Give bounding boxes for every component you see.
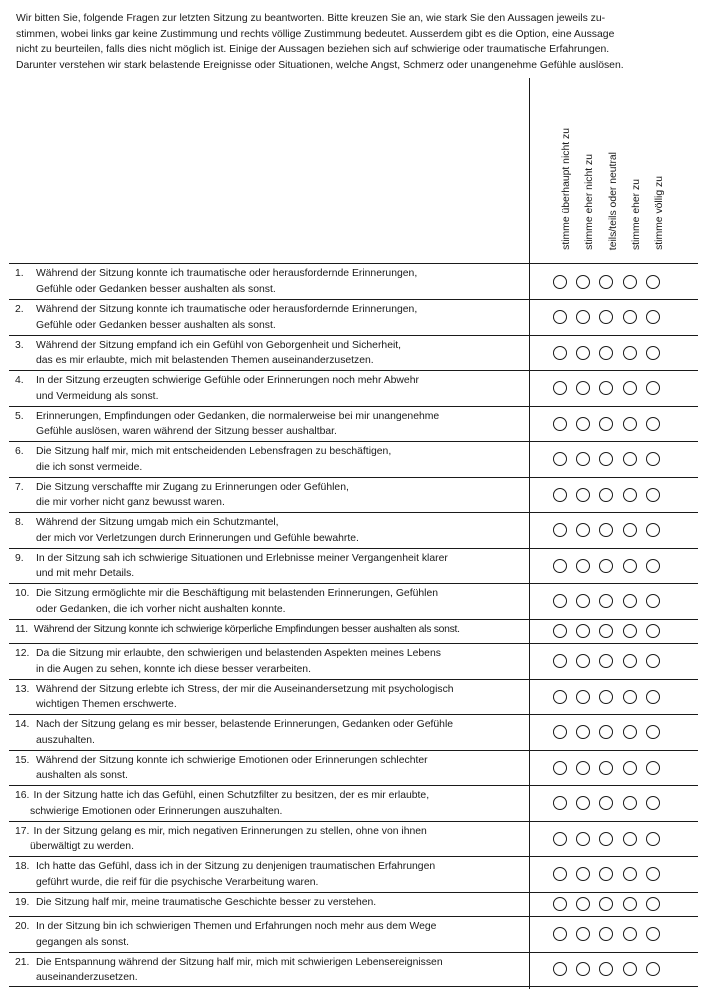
question-row	[9, 548, 698, 584]
scale-label-disagree: stimme eher nicht zu	[584, 154, 595, 250]
question-line-text: geführt wurde, die reif für die psychische Verarbeitung waren.	[36, 876, 319, 888]
radio-disagree[interactable]	[576, 275, 590, 289]
radio-strongly-disagree[interactable]	[553, 346, 567, 360]
question-line-text: in die Augen zu sehen, konnte ich diese besser verarbeiten.	[36, 663, 311, 675]
radio-neutral[interactable]	[599, 761, 613, 775]
radio-strongly-disagree[interactable]	[553, 832, 567, 846]
question-line-text: Während der Sitzung empfand ich ein Gefühl von Geborgenheit und Sicherheit,	[36, 339, 402, 351]
radio-strongly-disagree[interactable]	[553, 761, 567, 775]
question-line	[15, 682, 527, 698]
radio-strongly-agree[interactable]	[646, 452, 660, 466]
scale-label-neutral: teils/teils oder neutral	[608, 151, 619, 250]
question-text	[15, 338, 527, 369]
radio-strongly-disagree[interactable]	[553, 897, 567, 911]
rating-radio-group	[553, 310, 683, 324]
radio-disagree[interactable]	[576, 867, 590, 881]
question-line-text: Die Sitzung half mir, meine traumatische Geschichte besser zu verstehen.	[36, 896, 377, 908]
radio-neutral[interactable]	[599, 310, 613, 324]
question-line	[15, 717, 527, 733]
rating-radio-group	[553, 594, 683, 608]
radio-agree[interactable]	[623, 346, 637, 360]
question-line-text: das es mir erlaubte, mich mit belastenden Themen auseinanderzusetzen.	[36, 355, 374, 366]
question-line	[15, 662, 527, 678]
radio-neutral[interactable]	[599, 690, 613, 704]
question-text	[15, 955, 527, 986]
radio-neutral[interactable]	[599, 897, 613, 911]
radio-strongly-agree[interactable]	[646, 275, 660, 289]
question-row	[9, 916, 698, 952]
radio-agree[interactable]	[623, 832, 637, 846]
rating-radio-group	[553, 381, 683, 395]
radio-neutral[interactable]	[599, 417, 613, 431]
radio-agree[interactable]	[623, 452, 637, 466]
question-line	[15, 302, 527, 318]
question-text	[15, 682, 527, 713]
question-line	[15, 373, 527, 389]
question-row	[9, 441, 698, 477]
radio-strongly-agree[interactable]	[646, 962, 660, 976]
rating-radio-group	[553, 867, 683, 881]
radio-disagree[interactable]	[576, 624, 590, 638]
question-line	[15, 768, 527, 784]
question-line-text: aushalten als sonst.	[36, 770, 128, 781]
question-row	[9, 714, 698, 750]
question-line-text: und Vermeidung als sonst.	[36, 390, 159, 402]
radio-neutral[interactable]	[599, 654, 613, 668]
question-number: 13.	[15, 683, 30, 695]
radio-agree[interactable]	[623, 417, 637, 431]
instructions-line: stimmen, wobei links gar keine Zustimmung und rechts völlige Zustimmung bedeutet. Ausserdem gibt es die Option, eine Aussage	[16, 28, 615, 40]
scale-header	[530, 90, 690, 258]
question-line-text: In der Sitzung sah ich schwierige Situationen und Erlebnisse meiner Vergangenheit klarer	[36, 552, 448, 564]
question-row	[9, 335, 698, 371]
radio-agree[interactable]	[623, 523, 637, 537]
question-row	[9, 856, 698, 892]
radio-disagree[interactable]	[576, 654, 590, 668]
radio-disagree[interactable]	[576, 927, 590, 941]
question-line-text: schwierige Emotionen oder Erinnerungen auszuhalten.	[30, 805, 283, 817]
question-line-text: Die Sitzung half mir, mich mit entscheidenden Lebensfragen zu beschäftigen,	[36, 446, 392, 457]
question-line-text: auseinanderzusetzen.	[36, 972, 138, 983]
question-line	[15, 318, 527, 334]
radio-strongly-disagree[interactable]	[553, 275, 567, 289]
question-text	[15, 788, 527, 819]
radio-disagree[interactable]	[576, 594, 590, 608]
radio-neutral[interactable]	[599, 559, 613, 573]
radio-neutral[interactable]	[599, 867, 613, 881]
question-line	[15, 919, 527, 935]
radio-disagree[interactable]	[576, 761, 590, 775]
questionnaire-items	[9, 263, 698, 987]
radio-agree[interactable]	[623, 624, 637, 638]
question-row	[9, 785, 698, 821]
question-number: 19.	[15, 896, 30, 908]
radio-strongly-agree[interactable]	[646, 381, 660, 395]
question-text	[15, 480, 527, 511]
rating-radio-group	[553, 761, 683, 775]
question-text	[15, 753, 527, 784]
question-row	[9, 299, 698, 335]
question-line	[15, 444, 527, 460]
radio-agree[interactable]	[623, 927, 637, 941]
radio-neutral[interactable]	[599, 796, 613, 810]
question-text	[15, 717, 527, 748]
radio-strongly-disagree[interactable]	[553, 796, 567, 810]
question-line	[15, 970, 527, 986]
question-row	[9, 679, 698, 715]
instructions-text	[16, 11, 696, 73]
radio-strongly-disagree[interactable]	[553, 725, 567, 739]
question-line-text: der mich vor Verletzungen durch Erinnerungen und Gefühle bewahrte.	[36, 532, 359, 544]
radio-disagree[interactable]	[576, 488, 590, 502]
question-line	[15, 389, 527, 405]
radio-neutral[interactable]	[599, 962, 613, 976]
radio-disagree[interactable]	[576, 559, 590, 573]
question-line	[15, 586, 527, 602]
question-line-text: In der Sitzung hatte ich das Gefühl, einen Schutzfilter zu besitzen, der es mir erlaubte,	[33, 790, 430, 801]
question-line-text: Während der Sitzung umgab mich ein Schutzmantel,	[36, 517, 279, 528]
question-number: 17.	[15, 825, 30, 837]
question-line-text: In der Sitzung bin ich schwierigen Themen und Erfahrungen noch mehr aus dem Wege	[36, 921, 437, 932]
radio-disagree[interactable]	[576, 452, 590, 466]
question-row	[9, 370, 698, 406]
radio-disagree[interactable]	[576, 796, 590, 810]
question-number: 10.	[15, 588, 30, 599]
question-line-text: Nach der Sitzung gelang es mir besser, belastende Erinnerungen, Gedanken oder Gefühle	[36, 719, 454, 730]
radio-strongly-agree[interactable]	[646, 624, 660, 638]
radio-neutral[interactable]	[599, 488, 613, 502]
question-text	[15, 373, 527, 404]
radio-agree[interactable]	[623, 867, 637, 881]
question-line-text: In der Sitzung erzeugten schwierige Gefühle oder Erinnerungen noch mehr Abwehr	[36, 375, 419, 386]
question-row	[9, 892, 698, 917]
question-line	[15, 646, 527, 662]
radio-disagree[interactable]	[576, 725, 590, 739]
radio-strongly-agree[interactable]	[646, 927, 660, 941]
question-line	[15, 531, 527, 547]
radio-agree[interactable]	[623, 761, 637, 775]
question-number: 14.	[15, 719, 30, 730]
radio-strongly-disagree[interactable]	[553, 310, 567, 324]
radio-neutral[interactable]	[599, 381, 613, 395]
question-line-text: Die Sitzung ermöglichte mir die Beschäftigung mit belastenden Erinnerungen, Gefühlen	[36, 588, 439, 599]
radio-agree[interactable]	[623, 310, 637, 324]
radio-strongly-disagree[interactable]	[553, 624, 567, 638]
question-line	[15, 622, 527, 638]
question-row	[9, 263, 698, 299]
radio-strongly-agree[interactable]	[646, 310, 660, 324]
question-number: 11.	[15, 623, 28, 635]
question-line-text: gegangen als sonst.	[36, 936, 130, 948]
question-line-text: Gefühle oder Gedanken besser aushalten als sonst.	[36, 319, 276, 331]
question-number: 12.	[15, 648, 30, 659]
radio-agree[interactable]	[623, 594, 637, 608]
question-line	[15, 602, 527, 618]
radio-strongly-agree[interactable]	[646, 897, 660, 911]
radio-strongly-agree[interactable]	[646, 594, 660, 608]
question-line-text: Ich hatte das Gefühl, dass ich in der Sitzung zu denjenigen traumatischen Erfahrungen	[36, 861, 436, 872]
radio-strongly-agree[interactable]	[646, 488, 660, 502]
radio-agree[interactable]	[623, 559, 637, 573]
rating-radio-group	[553, 927, 683, 941]
question-row	[9, 583, 698, 619]
radio-agree[interactable]	[623, 690, 637, 704]
question-text	[15, 824, 527, 855]
question-number: 9.	[15, 552, 24, 564]
radio-agree[interactable]	[623, 962, 637, 976]
radio-agree[interactable]	[623, 897, 637, 911]
radio-disagree[interactable]	[576, 346, 590, 360]
radio-neutral[interactable]	[599, 275, 613, 289]
question-line-text: Gefühle oder Gedanken besser aushalten als sonst.	[36, 283, 276, 295]
rating-radio-group	[553, 346, 683, 360]
question-number: 21.	[15, 956, 30, 968]
radio-disagree[interactable]	[576, 897, 590, 911]
question-line	[15, 551, 527, 567]
question-line-text: Erinnerungen, Empfindungen oder Gedanken, die normalerweise bei mir unangenehme	[36, 410, 440, 422]
question-text	[15, 302, 527, 333]
question-line-text: Die Entspannung während der Sitzung half mir, mich mit schwierigen Lebensereignissen	[36, 956, 443, 968]
question-line	[15, 495, 527, 511]
radio-strongly-disagree[interactable]	[553, 690, 567, 704]
question-line	[15, 515, 527, 531]
radio-strongly-agree[interactable]	[646, 867, 660, 881]
question-line	[15, 266, 527, 282]
question-row	[9, 406, 698, 442]
rating-radio-group	[553, 488, 683, 502]
rating-radio-group	[553, 559, 683, 573]
question-line-text: In der Sitzung gelang es mir, mich negativen Erinnerungen zu stellen, ohne von ihnen	[33, 825, 427, 837]
question-text	[15, 859, 527, 890]
radio-strongly-disagree[interactable]	[553, 867, 567, 881]
question-line-text: Während der Sitzung konnte ich schwierige Emotionen oder Erinnerungen schlechter	[36, 754, 428, 766]
question-line-text: Da die Sitzung mir erlaubte, den schwierigen und belastenden Aspekten meines Lebens	[36, 648, 441, 659]
radio-strongly-disagree[interactable]	[553, 654, 567, 668]
question-number: 4.	[15, 375, 24, 386]
radio-agree[interactable]	[623, 654, 637, 668]
question-line	[15, 697, 527, 713]
rating-radio-group	[553, 832, 683, 846]
question-number: 16.	[15, 790, 30, 801]
rating-radio-group	[553, 654, 683, 668]
scale-label-strongly-agree: stimme völlig zu	[654, 176, 665, 250]
question-text	[15, 919, 527, 950]
question-line-text: die mir vorher nicht ganz bewusst waren.	[36, 497, 225, 508]
question-line-text: Während der Sitzung erlebte ich Stress, der mir die Auseinandersetzung mit psychologisch	[36, 683, 454, 695]
radio-strongly-agree[interactable]	[646, 346, 660, 360]
question-row	[9, 643, 698, 679]
radio-strongly-agree[interactable]	[646, 417, 660, 431]
question-line	[15, 480, 527, 496]
radio-strongly-agree[interactable]	[646, 654, 660, 668]
question-text	[15, 409, 527, 440]
question-line	[15, 460, 527, 476]
radio-agree[interactable]	[623, 381, 637, 395]
radio-neutral[interactable]	[599, 452, 613, 466]
radio-disagree[interactable]	[576, 381, 590, 395]
question-text	[15, 895, 527, 911]
radio-neutral[interactable]	[599, 927, 613, 941]
question-number: 5.	[15, 410, 24, 422]
question-text	[15, 622, 527, 638]
radio-neutral[interactable]	[599, 725, 613, 739]
question-number: 20.	[15, 921, 30, 932]
radio-strongly-disagree[interactable]	[553, 417, 567, 431]
radio-strongly-disagree[interactable]	[553, 523, 567, 537]
question-line	[15, 353, 527, 369]
radio-disagree[interactable]	[576, 417, 590, 431]
question-line	[15, 859, 527, 875]
instructions-line: nicht zu beurteilen, falls dies nicht möglich ist. Einige der Aussagen beziehen sich auf schwierige oder traumatische Erfahrungen.	[16, 44, 610, 56]
question-line	[15, 409, 527, 425]
radio-strongly-disagree[interactable]	[553, 381, 567, 395]
question-line	[15, 935, 527, 951]
question-line	[15, 804, 527, 820]
rating-radio-group	[553, 796, 683, 810]
question-line	[15, 839, 527, 855]
radio-strongly-disagree[interactable]	[553, 452, 567, 466]
question-line	[15, 733, 527, 749]
rating-radio-group	[553, 897, 683, 911]
radio-neutral[interactable]	[599, 594, 613, 608]
rating-radio-group	[553, 417, 683, 431]
radio-strongly-agree[interactable]	[646, 796, 660, 810]
radio-disagree[interactable]	[576, 523, 590, 537]
question-line-text: Gefühle auslösen, waren während der Sitzung besser aushaltbar.	[36, 426, 337, 437]
radio-agree[interactable]	[623, 725, 637, 739]
rating-radio-group	[553, 523, 683, 537]
question-text	[15, 444, 527, 475]
question-line	[15, 824, 527, 840]
radio-strongly-agree[interactable]	[646, 725, 660, 739]
instructions-line: Wir bitten Sie, folgende Fragen zur letzten Sitzung zu beantworten. Bitte kreuzen Sie an, wie stark Sie den Aussagen jeweils zu-	[16, 13, 606, 24]
question-row	[9, 512, 698, 548]
question-line-text: Während der Sitzung konnte ich traumatische oder herausfordernde Erinnerungen,	[36, 268, 418, 279]
radio-strongly-agree[interactable]	[646, 523, 660, 537]
radio-strongly-agree[interactable]	[646, 690, 660, 704]
question-line-text: die ich sonst vermeide.	[36, 461, 143, 473]
radio-neutral[interactable]	[599, 624, 613, 638]
radio-disagree[interactable]	[576, 310, 590, 324]
question-text	[15, 586, 527, 617]
radio-strongly-disagree[interactable]	[553, 927, 567, 941]
question-line	[15, 895, 527, 911]
radio-agree[interactable]	[623, 796, 637, 810]
question-number: 7.	[15, 481, 24, 493]
radio-strongly-disagree[interactable]	[553, 594, 567, 608]
question-line	[15, 282, 527, 298]
instructions-line: Darunter verstehen wir stark belastende Ereignisse oder Situationen, welche Angst, Schmerz oder unangenehme Gefühle auslösen.	[16, 59, 624, 71]
question-line	[15, 753, 527, 769]
question-line	[15, 338, 527, 354]
scale-label-strongly-disagree: stimme überhaupt nicht zu	[561, 128, 572, 250]
question-row	[9, 952, 698, 988]
question-line	[15, 788, 527, 804]
question-text	[15, 551, 527, 582]
radio-strongly-agree[interactable]	[646, 559, 660, 573]
question-row	[9, 821, 698, 857]
question-line-text: wichtigen Themen erschwerte.	[36, 699, 177, 710]
question-line-text: überwältigt zu werden.	[30, 841, 134, 852]
question-row	[9, 619, 698, 644]
rating-radio-group	[553, 962, 683, 976]
question-number: 8.	[15, 517, 24, 528]
rating-radio-group	[553, 275, 683, 289]
question-line	[15, 955, 527, 971]
scale-label-agree: stimme eher zu	[631, 178, 642, 250]
question-line-text: oder Gedanken, die ich vorher nicht aushalten konnte.	[36, 603, 286, 615]
radio-strongly-disagree[interactable]	[553, 559, 567, 573]
question-row	[9, 477, 698, 513]
rating-radio-group	[553, 452, 683, 466]
question-text	[15, 266, 527, 297]
question-row	[9, 750, 698, 786]
radio-strongly-agree[interactable]	[646, 832, 660, 846]
question-line	[15, 875, 527, 891]
question-number: 3.	[15, 339, 24, 351]
question-number: 2.	[15, 304, 24, 315]
radio-strongly-disagree[interactable]	[553, 488, 567, 502]
question-number: 18.	[15, 861, 30, 872]
rating-radio-group	[553, 725, 683, 739]
question-number: 15.	[15, 754, 30, 766]
radio-neutral[interactable]	[599, 832, 613, 846]
question-line-text: Während der Sitzung konnte ich schwierige körperliche Empfindungen besser aushalten als sonst.	[33, 623, 460, 635]
rating-radio-group	[553, 624, 683, 638]
question-line-text: Die Sitzung verschaffte mir Zugang zu Erinnerungen oder Gefühlen,	[36, 481, 349, 493]
question-line-text: auszuhalten.	[36, 734, 95, 746]
radio-agree[interactable]	[623, 275, 637, 289]
radio-neutral[interactable]	[599, 523, 613, 537]
radio-neutral[interactable]	[599, 346, 613, 360]
question-line-text: und mit mehr Details.	[36, 568, 135, 579]
question-text	[15, 515, 527, 546]
question-number: 1.	[15, 268, 24, 279]
radio-disagree[interactable]	[576, 690, 590, 704]
radio-strongly-disagree[interactable]	[553, 962, 567, 976]
radio-strongly-agree[interactable]	[646, 761, 660, 775]
question-line	[15, 566, 527, 582]
rating-radio-group	[553, 690, 683, 704]
radio-disagree[interactable]	[576, 832, 590, 846]
question-number: 6.	[15, 446, 24, 457]
radio-disagree[interactable]	[576, 962, 590, 976]
radio-agree[interactable]	[623, 488, 637, 502]
question-line	[15, 424, 527, 440]
question-line-text: Während der Sitzung konnte ich traumatische oder herausfordernde Erinnerungen,	[36, 304, 418, 315]
question-text	[15, 646, 527, 677]
